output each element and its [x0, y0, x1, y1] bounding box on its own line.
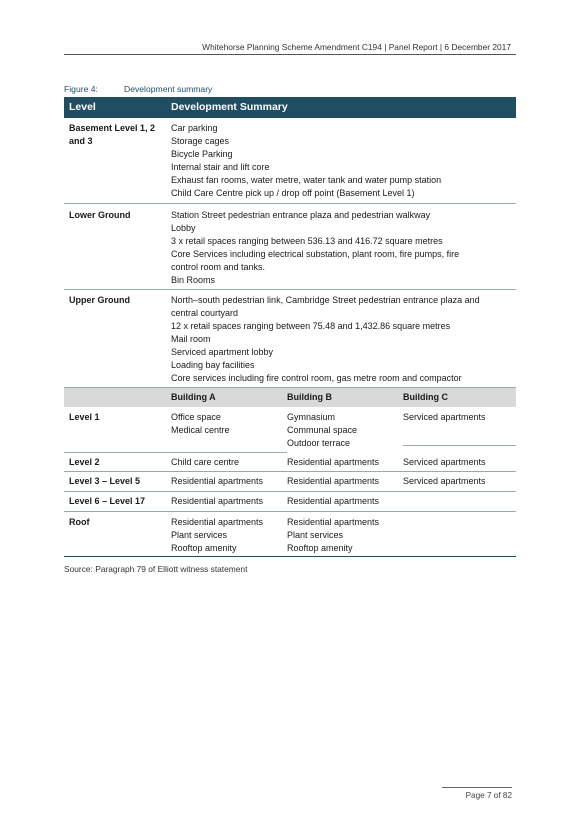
table-row	[64, 118, 516, 203]
list-item: control room and tanks.	[171, 262, 266, 272]
list-item: central courtyard	[171, 308, 239, 318]
table-row	[64, 290, 516, 387]
list-item: North–south pedestrian link, Cambridge Street pedestrian entrance plaza and	[171, 295, 480, 305]
level-cell: Level 3 – Level 5	[69, 476, 141, 486]
list-item: Car parking	[171, 123, 218, 133]
development-summary-table	[64, 97, 516, 557]
list-item: Child Care Centre pick up / drop off point (Basement Level 1)	[171, 188, 415, 198]
list-item: Station Street pedestrian entrance plaza and pedestrian walkway	[171, 210, 431, 220]
row-divider	[403, 445, 516, 446]
figure-title: Development summary	[124, 84, 213, 94]
building-b-cell: Residential apartments Plant services Rooftop amenity	[287, 517, 380, 553]
building-a-cell: Office space Medical centre	[171, 412, 230, 435]
figure-number: Figure 4:	[64, 84, 98, 94]
level-cell: Level 2	[69, 457, 100, 467]
level-cell: Lower Ground	[69, 210, 131, 220]
running-header: Whitehorse Planning Scheme Amendment C194 | Panel Report | 6 December 2017	[202, 42, 511, 52]
building-a-cell: Residential apartments	[171, 476, 264, 486]
table-row	[64, 204, 516, 289]
level-cell: Upper Ground	[69, 295, 130, 305]
list-item: Exhaust fan rooms, water metre, water tank and water pump station	[171, 175, 442, 185]
header-summary: Development Summary	[171, 101, 288, 113]
header-rule	[64, 54, 516, 55]
list-item: Storage cages	[171, 136, 230, 146]
header-level: Level	[69, 101, 96, 113]
table-header-row	[64, 97, 516, 118]
list-item: Bin Rooms	[171, 275, 216, 285]
table-row	[64, 453, 516, 472]
building-c-cell: Serviced apartments	[403, 457, 486, 467]
table-bottom-rule	[64, 556, 516, 557]
page-number: Page 7 of 82	[465, 791, 512, 800]
figure-caption	[64, 84, 212, 94]
building-header-row	[64, 388, 516, 407]
building-c-header: Building C	[403, 392, 448, 402]
list-item: Bicycle Parking	[171, 149, 233, 159]
level-cell: Basement Level 1, 2 and 3	[69, 123, 156, 146]
list-item: Lobby	[171, 223, 196, 233]
list-item: 3 x retail spaces ranging between 536.13 and 416.72 square metres	[171, 236, 443, 246]
building-b-cell: Gymnasium Communal space Outdoor terrace	[287, 412, 358, 448]
building-a-cell: Residential apartments Plant services Rooftop amenity	[171, 517, 264, 553]
level-cell: Level 6 – Level 17	[69, 496, 146, 506]
building-c-cell: Serviced apartments	[403, 412, 486, 422]
building-b-cell: Residential apartments	[287, 457, 380, 467]
list-item: Internal stair and lift core	[171, 162, 270, 172]
building-a-header: Building A	[171, 392, 216, 402]
level-cell: Level 1	[69, 412, 100, 422]
building-a-cell: Child care centre	[171, 457, 240, 467]
building-a-cell: Residential apartments	[171, 496, 264, 506]
summary-cell	[171, 209, 516, 287]
table-row	[64, 512, 516, 557]
building-b-header: Building B	[287, 392, 332, 402]
level-cell: Roof	[69, 517, 90, 527]
footer-rule	[442, 787, 512, 788]
summary-cell	[171, 122, 516, 200]
list-item: Core services including fire control room, gas metre room and compactor	[171, 373, 462, 383]
summary-cell	[171, 294, 516, 385]
list-item: Serviced apartment lobby	[171, 347, 274, 357]
list-item: Loading bay facilities	[171, 360, 255, 370]
table-row	[64, 492, 516, 512]
table-row	[64, 472, 516, 492]
list-item: Mail room	[171, 334, 211, 344]
building-b-cell: Residential apartments	[287, 496, 380, 506]
building-b-cell: Residential apartments	[287, 476, 380, 486]
list-item: Core Services including electrical substation, plant room, fire pumps, fire	[171, 249, 460, 259]
table-row	[64, 407, 516, 453]
list-item: 12 x retail spaces ranging between 75.48 and 1,432.86 square metres	[171, 321, 451, 331]
source-note: Source: Paragraph 79 of Elliott witness statement	[64, 564, 248, 574]
building-c-cell: Serviced apartments	[403, 476, 486, 486]
